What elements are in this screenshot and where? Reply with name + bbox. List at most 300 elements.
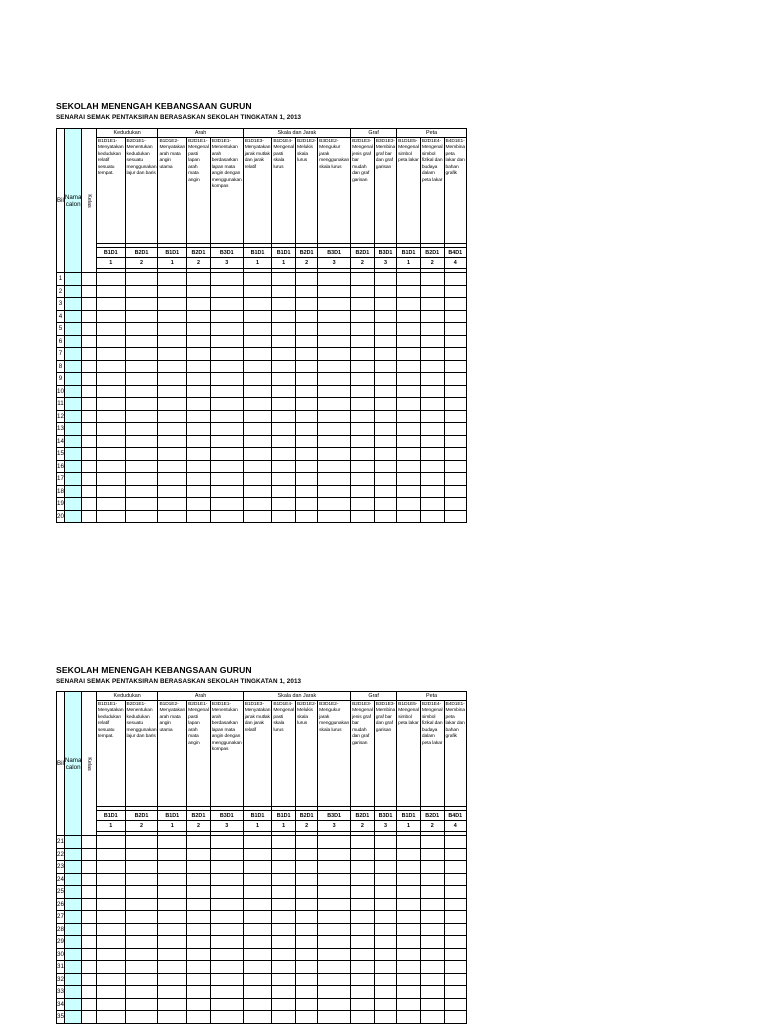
checklist-cell[interactable] (125, 498, 158, 511)
checklist-cell[interactable] (351, 861, 375, 874)
checklist-cell[interactable] (187, 335, 211, 348)
checklist-cell[interactable] (397, 973, 421, 986)
checklist-cell[interactable] (210, 273, 243, 286)
checklist-cell[interactable] (187, 998, 211, 1011)
checklist-cell[interactable] (318, 373, 351, 386)
checklist-cell[interactable] (351, 385, 375, 398)
student-name-cell[interactable] (64, 335, 82, 348)
checklist-cell[interactable] (125, 348, 158, 361)
checklist-cell[interactable] (272, 285, 296, 298)
checklist-cell[interactable] (397, 1011, 421, 1024)
checklist-cell[interactable] (444, 323, 466, 336)
checklist-cell[interactable] (125, 385, 158, 398)
checklist-cell[interactable] (420, 473, 444, 486)
checklist-cell[interactable] (96, 936, 125, 949)
kelas-cell[interactable] (82, 898, 97, 911)
checklist-cell[interactable] (374, 473, 396, 486)
checklist-cell[interactable] (318, 923, 351, 936)
checklist-cell[interactable] (296, 385, 318, 398)
checklist-cell[interactable] (158, 448, 187, 461)
checklist-cell[interactable] (296, 410, 318, 423)
checklist-cell[interactable] (420, 836, 444, 849)
checklist-cell[interactable] (187, 861, 211, 874)
checklist-cell[interactable] (187, 398, 211, 411)
checklist-cell[interactable] (96, 410, 125, 423)
checklist-cell[interactable] (243, 923, 272, 936)
checklist-cell[interactable] (397, 836, 421, 849)
checklist-cell[interactable] (318, 510, 351, 523)
checklist-cell[interactable] (420, 898, 444, 911)
checklist-cell[interactable] (374, 385, 396, 398)
checklist-cell[interactable] (420, 948, 444, 961)
checklist-cell[interactable] (96, 398, 125, 411)
checklist-cell[interactable] (243, 385, 272, 398)
checklist-cell[interactable] (243, 1011, 272, 1024)
checklist-cell[interactable] (420, 873, 444, 886)
checklist-cell[interactable] (243, 360, 272, 373)
checklist-cell[interactable] (397, 373, 421, 386)
checklist-cell[interactable] (158, 423, 187, 436)
checklist-cell[interactable] (243, 485, 272, 498)
student-name-cell[interactable] (64, 836, 82, 849)
student-name-cell[interactable] (64, 911, 82, 924)
checklist-cell[interactable] (444, 373, 466, 386)
student-name-cell[interactable] (64, 398, 82, 411)
checklist-cell[interactable] (243, 861, 272, 874)
student-name-cell[interactable] (64, 1011, 82, 1024)
checklist-cell[interactable] (420, 936, 444, 949)
checklist-cell[interactable] (187, 310, 211, 323)
checklist-cell[interactable] (96, 310, 125, 323)
checklist-cell[interactable] (187, 873, 211, 886)
checklist-cell[interactable] (210, 410, 243, 423)
checklist-cell[interactable] (272, 298, 296, 311)
checklist-cell[interactable] (318, 498, 351, 511)
checklist-cell[interactable] (374, 510, 396, 523)
checklist-cell[interactable] (210, 498, 243, 511)
checklist-cell[interactable] (158, 998, 187, 1011)
checklist-cell[interactable] (158, 923, 187, 936)
checklist-cell[interactable] (397, 986, 421, 999)
checklist-cell[interactable] (158, 473, 187, 486)
checklist-cell[interactable] (351, 348, 375, 361)
checklist-cell[interactable] (318, 836, 351, 849)
checklist-cell[interactable] (158, 498, 187, 511)
checklist-cell[interactable] (158, 948, 187, 961)
checklist-cell[interactable] (374, 485, 396, 498)
checklist-cell[interactable] (210, 973, 243, 986)
checklist-cell[interactable] (210, 335, 243, 348)
checklist-cell[interactable] (272, 273, 296, 286)
checklist-cell[interactable] (243, 473, 272, 486)
checklist-cell[interactable] (158, 848, 187, 861)
checklist-cell[interactable] (444, 998, 466, 1011)
checklist-cell[interactable] (318, 348, 351, 361)
checklist-cell[interactable] (444, 886, 466, 899)
checklist-cell[interactable] (125, 310, 158, 323)
checklist-cell[interactable] (420, 410, 444, 423)
checklist-cell[interactable] (374, 335, 396, 348)
kelas-cell[interactable] (82, 323, 97, 336)
checklist-cell[interactable] (374, 348, 396, 361)
checklist-cell[interactable] (187, 886, 211, 899)
checklist-cell[interactable] (318, 460, 351, 473)
checklist-cell[interactable] (243, 911, 272, 924)
kelas-cell[interactable] (82, 923, 97, 936)
checklist-cell[interactable] (210, 298, 243, 311)
kelas-cell[interactable] (82, 485, 97, 498)
checklist-cell[interactable] (374, 911, 396, 924)
checklist-cell[interactable] (272, 310, 296, 323)
checklist-cell[interactable] (444, 973, 466, 986)
checklist-cell[interactable] (96, 498, 125, 511)
checklist-cell[interactable] (397, 410, 421, 423)
checklist-cell[interactable] (187, 423, 211, 436)
checklist-cell[interactable] (397, 961, 421, 974)
checklist-cell[interactable] (351, 398, 375, 411)
checklist-cell[interactable] (210, 435, 243, 448)
checklist-cell[interactable] (397, 348, 421, 361)
checklist-cell[interactable] (158, 273, 187, 286)
checklist-cell[interactable] (187, 936, 211, 949)
checklist-cell[interactable] (96, 886, 125, 899)
kelas-cell[interactable] (82, 410, 97, 423)
checklist-cell[interactable] (397, 998, 421, 1011)
checklist-cell[interactable] (243, 410, 272, 423)
checklist-cell[interactable] (420, 998, 444, 1011)
checklist-cell[interactable] (96, 836, 125, 849)
checklist-cell[interactable] (125, 473, 158, 486)
checklist-cell[interactable] (351, 335, 375, 348)
checklist-cell[interactable] (96, 948, 125, 961)
checklist-cell[interactable] (397, 385, 421, 398)
checklist-cell[interactable] (351, 435, 375, 448)
checklist-cell[interactable] (444, 310, 466, 323)
checklist-cell[interactable] (272, 348, 296, 361)
checklist-cell[interactable] (158, 298, 187, 311)
checklist-cell[interactable] (420, 886, 444, 899)
checklist-cell[interactable] (318, 435, 351, 448)
checklist-cell[interactable] (272, 385, 296, 398)
checklist-cell[interactable] (96, 861, 125, 874)
checklist-cell[interactable] (374, 986, 396, 999)
student-name-cell[interactable] (64, 435, 82, 448)
checklist-cell[interactable] (210, 373, 243, 386)
checklist-cell[interactable] (96, 285, 125, 298)
checklist-cell[interactable] (374, 973, 396, 986)
checklist-cell[interactable] (187, 348, 211, 361)
checklist-cell[interactable] (374, 498, 396, 511)
checklist-cell[interactable] (296, 298, 318, 311)
kelas-cell[interactable] (82, 448, 97, 461)
kelas-cell[interactable] (82, 273, 97, 286)
checklist-cell[interactable] (125, 973, 158, 986)
kelas-cell[interactable] (82, 886, 97, 899)
checklist-cell[interactable] (125, 410, 158, 423)
checklist-cell[interactable] (187, 360, 211, 373)
checklist-cell[interactable] (351, 948, 375, 961)
checklist-cell[interactable] (420, 923, 444, 936)
checklist-cell[interactable] (272, 398, 296, 411)
checklist-cell[interactable] (296, 423, 318, 436)
checklist-cell[interactable] (420, 961, 444, 974)
checklist-cell[interactable] (210, 886, 243, 899)
checklist-cell[interactable] (158, 961, 187, 974)
student-name-cell[interactable] (64, 310, 82, 323)
checklist-cell[interactable] (187, 448, 211, 461)
checklist-cell[interactable] (187, 898, 211, 911)
checklist-cell[interactable] (397, 423, 421, 436)
kelas-cell[interactable] (82, 473, 97, 486)
checklist-cell[interactable] (296, 498, 318, 511)
checklist-cell[interactable] (296, 973, 318, 986)
checklist-cell[interactable] (243, 886, 272, 899)
checklist-cell[interactable] (272, 448, 296, 461)
checklist-cell[interactable] (374, 936, 396, 949)
checklist-cell[interactable] (272, 911, 296, 924)
checklist-cell[interactable] (374, 323, 396, 336)
checklist-cell[interactable] (374, 923, 396, 936)
checklist-cell[interactable] (296, 335, 318, 348)
checklist-cell[interactable] (243, 848, 272, 861)
checklist-cell[interactable] (444, 485, 466, 498)
checklist-cell[interactable] (210, 961, 243, 974)
checklist-cell[interactable] (272, 973, 296, 986)
checklist-cell[interactable] (374, 398, 396, 411)
checklist-cell[interactable] (318, 861, 351, 874)
checklist-cell[interactable] (420, 973, 444, 986)
checklist-cell[interactable] (318, 961, 351, 974)
kelas-cell[interactable] (82, 936, 97, 949)
checklist-cell[interactable] (351, 448, 375, 461)
kelas-cell[interactable] (82, 498, 97, 511)
checklist-cell[interactable] (187, 485, 211, 498)
checklist-cell[interactable] (272, 836, 296, 849)
checklist-cell[interactable] (272, 323, 296, 336)
checklist-cell[interactable] (444, 510, 466, 523)
checklist-cell[interactable] (243, 998, 272, 1011)
checklist-cell[interactable] (374, 460, 396, 473)
checklist-cell[interactable] (158, 285, 187, 298)
kelas-cell[interactable] (82, 298, 97, 311)
checklist-cell[interactable] (318, 998, 351, 1011)
checklist-cell[interactable] (210, 323, 243, 336)
checklist-cell[interactable] (351, 360, 375, 373)
checklist-cell[interactable] (210, 986, 243, 999)
checklist-cell[interactable] (272, 873, 296, 886)
checklist-cell[interactable] (272, 423, 296, 436)
checklist-cell[interactable] (158, 410, 187, 423)
checklist-cell[interactable] (318, 385, 351, 398)
checklist-cell[interactable] (187, 923, 211, 936)
checklist-cell[interactable] (318, 273, 351, 286)
checklist-cell[interactable] (318, 360, 351, 373)
checklist-cell[interactable] (243, 310, 272, 323)
checklist-cell[interactable] (420, 423, 444, 436)
checklist-cell[interactable] (351, 898, 375, 911)
checklist-cell[interactable] (272, 986, 296, 999)
checklist-cell[interactable] (125, 485, 158, 498)
checklist-cell[interactable] (420, 986, 444, 999)
checklist-cell[interactable] (243, 285, 272, 298)
kelas-cell[interactable] (82, 998, 97, 1011)
checklist-cell[interactable] (318, 285, 351, 298)
checklist-cell[interactable] (420, 360, 444, 373)
checklist-cell[interactable] (187, 298, 211, 311)
checklist-cell[interactable] (210, 1011, 243, 1024)
checklist-cell[interactable] (210, 510, 243, 523)
checklist-cell[interactable] (210, 310, 243, 323)
checklist-cell[interactable] (318, 473, 351, 486)
kelas-cell[interactable] (82, 911, 97, 924)
checklist-cell[interactable] (158, 510, 187, 523)
kelas-cell[interactable] (82, 423, 97, 436)
checklist-cell[interactable] (351, 961, 375, 974)
checklist-cell[interactable] (158, 385, 187, 398)
checklist-cell[interactable] (351, 510, 375, 523)
kelas-cell[interactable] (82, 973, 97, 986)
checklist-cell[interactable] (374, 310, 396, 323)
kelas-cell[interactable] (82, 986, 97, 999)
checklist-cell[interactable] (272, 410, 296, 423)
checklist-cell[interactable] (243, 873, 272, 886)
checklist-cell[interactable] (210, 348, 243, 361)
checklist-cell[interactable] (374, 961, 396, 974)
kelas-cell[interactable] (82, 873, 97, 886)
kelas-cell[interactable] (82, 460, 97, 473)
checklist-cell[interactable] (374, 861, 396, 874)
checklist-cell[interactable] (318, 335, 351, 348)
checklist-cell[interactable] (125, 936, 158, 949)
checklist-cell[interactable] (158, 310, 187, 323)
checklist-cell[interactable] (158, 373, 187, 386)
checklist-cell[interactable] (444, 460, 466, 473)
checklist-cell[interactable] (374, 360, 396, 373)
checklist-cell[interactable] (296, 435, 318, 448)
checklist-cell[interactable] (374, 948, 396, 961)
checklist-cell[interactable] (351, 298, 375, 311)
student-name-cell[interactable] (64, 285, 82, 298)
checklist-cell[interactable] (158, 836, 187, 849)
checklist-cell[interactable] (397, 398, 421, 411)
checklist-cell[interactable] (125, 273, 158, 286)
checklist-cell[interactable] (96, 848, 125, 861)
checklist-cell[interactable] (318, 1011, 351, 1024)
checklist-cell[interactable] (158, 485, 187, 498)
checklist-cell[interactable] (351, 373, 375, 386)
checklist-cell[interactable] (210, 473, 243, 486)
checklist-cell[interactable] (243, 936, 272, 949)
checklist-cell[interactable] (318, 911, 351, 924)
checklist-cell[interactable] (296, 961, 318, 974)
checklist-cell[interactable] (210, 948, 243, 961)
checklist-cell[interactable] (351, 848, 375, 861)
checklist-cell[interactable] (96, 423, 125, 436)
checklist-cell[interactable] (272, 861, 296, 874)
checklist-cell[interactable] (96, 448, 125, 461)
checklist-cell[interactable] (397, 510, 421, 523)
checklist-cell[interactable] (243, 948, 272, 961)
checklist-cell[interactable] (374, 273, 396, 286)
checklist-cell[interactable] (125, 836, 158, 849)
checklist-cell[interactable] (397, 848, 421, 861)
checklist-cell[interactable] (125, 861, 158, 874)
checklist-cell[interactable] (158, 986, 187, 999)
kelas-cell[interactable] (82, 285, 97, 298)
checklist-cell[interactable] (96, 986, 125, 999)
checklist-cell[interactable] (243, 348, 272, 361)
checklist-cell[interactable] (187, 961, 211, 974)
checklist-cell[interactable] (351, 473, 375, 486)
checklist-cell[interactable] (272, 898, 296, 911)
checklist-cell[interactable] (397, 923, 421, 936)
kelas-cell[interactable] (82, 861, 97, 874)
checklist-cell[interactable] (187, 435, 211, 448)
checklist-cell[interactable] (318, 410, 351, 423)
checklist-cell[interactable] (96, 335, 125, 348)
checklist-cell[interactable] (374, 448, 396, 461)
checklist-cell[interactable] (397, 886, 421, 899)
checklist-cell[interactable] (210, 448, 243, 461)
checklist-cell[interactable] (125, 510, 158, 523)
student-name-cell[interactable] (64, 948, 82, 961)
checklist-cell[interactable] (96, 473, 125, 486)
checklist-cell[interactable] (96, 323, 125, 336)
checklist-cell[interactable] (351, 886, 375, 899)
checklist-cell[interactable] (374, 373, 396, 386)
student-name-cell[interactable] (64, 273, 82, 286)
checklist-cell[interactable] (125, 360, 158, 373)
checklist-cell[interactable] (397, 485, 421, 498)
checklist-cell[interactable] (444, 360, 466, 373)
checklist-cell[interactable] (272, 460, 296, 473)
checklist-cell[interactable] (243, 273, 272, 286)
checklist-cell[interactable] (374, 435, 396, 448)
checklist-cell[interactable] (397, 435, 421, 448)
checklist-cell[interactable] (96, 1011, 125, 1024)
checklist-cell[interactable] (397, 936, 421, 949)
checklist-cell[interactable] (318, 398, 351, 411)
checklist-cell[interactable] (272, 335, 296, 348)
checklist-cell[interactable] (420, 485, 444, 498)
checklist-cell[interactable] (444, 410, 466, 423)
checklist-cell[interactable] (125, 460, 158, 473)
checklist-cell[interactable] (158, 360, 187, 373)
checklist-cell[interactable] (351, 323, 375, 336)
student-name-cell[interactable] (64, 473, 82, 486)
checklist-cell[interactable] (158, 1011, 187, 1024)
student-name-cell[interactable] (64, 936, 82, 949)
checklist-cell[interactable] (397, 948, 421, 961)
checklist-cell[interactable] (296, 986, 318, 999)
checklist-cell[interactable] (420, 435, 444, 448)
checklist-cell[interactable] (210, 360, 243, 373)
checklist-cell[interactable] (272, 485, 296, 498)
kelas-cell[interactable] (82, 435, 97, 448)
checklist-cell[interactable] (125, 948, 158, 961)
checklist-cell[interactable] (210, 398, 243, 411)
checklist-cell[interactable] (351, 911, 375, 924)
checklist-cell[interactable] (272, 473, 296, 486)
checklist-cell[interactable] (444, 861, 466, 874)
checklist-cell[interactable] (397, 285, 421, 298)
checklist-cell[interactable] (420, 373, 444, 386)
checklist-cell[interactable] (318, 936, 351, 949)
checklist-cell[interactable] (444, 873, 466, 886)
checklist-cell[interactable] (318, 423, 351, 436)
checklist-cell[interactable] (243, 898, 272, 911)
checklist-cell[interactable] (318, 485, 351, 498)
